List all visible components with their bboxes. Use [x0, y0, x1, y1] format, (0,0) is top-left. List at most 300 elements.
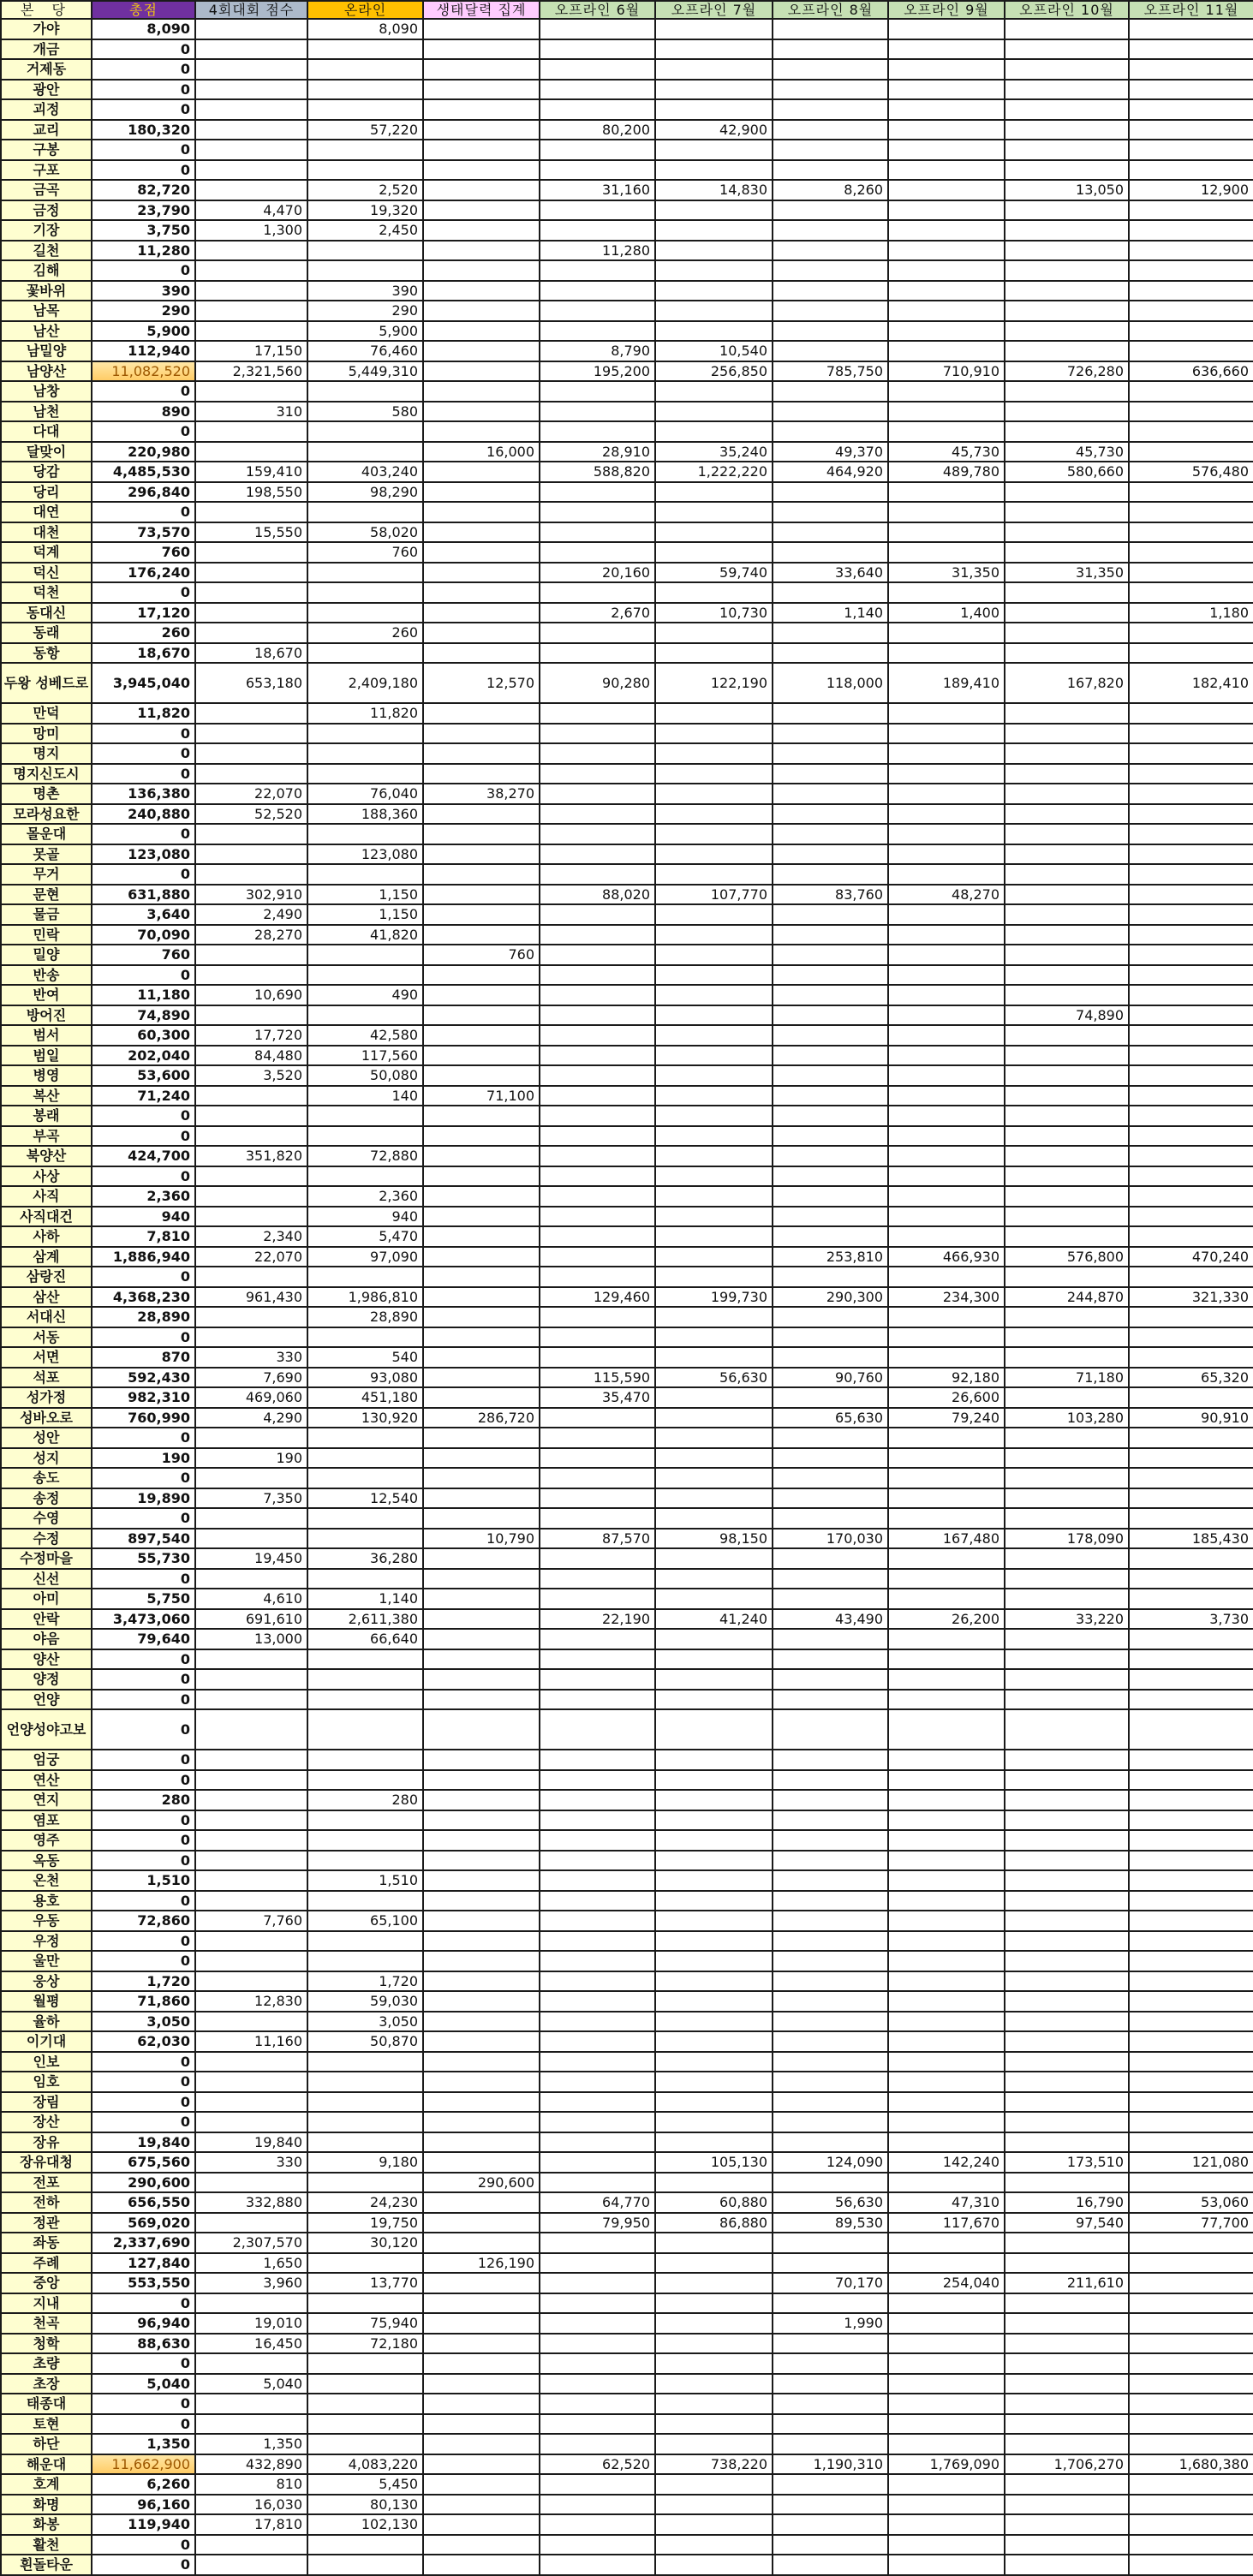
- cell-offline-nov[interactable]: 185,430: [1129, 1529, 1253, 1549]
- cell-total-score[interactable]: 296,840: [92, 482, 195, 503]
- cell-parish-name[interactable]: 삼계: [1, 1247, 92, 1267]
- cell-offline-sep[interactable]: [888, 260, 1005, 281]
- cell-offline-oct[interactable]: [1005, 1025, 1129, 1046]
- cell-offline-sep[interactable]: [888, 1166, 1005, 1187]
- cell-parish-name[interactable]: 장유대청: [1, 2152, 92, 2173]
- cell-offline-sep[interactable]: [888, 2353, 1005, 2374]
- cell-offline-nov[interactable]: [1129, 1126, 1253, 1147]
- cell-total-score[interactable]: 0: [92, 1126, 195, 1147]
- cell-parish-name[interactable]: 방어진: [1, 1005, 92, 1026]
- cell-eco[interactable]: [423, 643, 540, 664]
- cell-online[interactable]: 140: [307, 1086, 423, 1106]
- cell-offline-sep[interactable]: [888, 1951, 1005, 1971]
- cell-eco[interactable]: [423, 2031, 540, 2052]
- cell-online[interactable]: [307, 864, 423, 885]
- cell-offline-sep[interactable]: [888, 1186, 1005, 1207]
- cell-total-score[interactable]: 0: [92, 2052, 195, 2072]
- cell-offline-nov[interactable]: [1129, 764, 1253, 784]
- cell-offline-aug[interactable]: [773, 1106, 888, 1126]
- cell-offline-sep[interactable]: [888, 2253, 1005, 2274]
- cell-online[interactable]: [307, 1931, 423, 1952]
- cell-offline-aug[interactable]: [773, 965, 888, 986]
- cell-offline-jul[interactable]: [655, 925, 773, 945]
- cell-offline-jul[interactable]: [655, 1709, 773, 1750]
- cell-offline-sep[interactable]: [888, 2374, 1005, 2394]
- cell-eco[interactable]: [423, 985, 540, 1005]
- cell-offline-aug[interactable]: [773, 502, 888, 522]
- cell-offline-jun[interactable]: 20,160: [540, 563, 655, 583]
- cell-eco[interactable]: [423, 2293, 540, 2314]
- cell-offline-aug[interactable]: [773, 1770, 888, 1791]
- cell-online[interactable]: 4,083,220: [307, 2454, 423, 2475]
- cell-offline-sep[interactable]: [888, 502, 1005, 522]
- cell-online[interactable]: [307, 2072, 423, 2092]
- cell-offline-oct[interactable]: [1005, 1046, 1129, 1066]
- cell-offline-aug[interactable]: [773, 1327, 888, 1348]
- cell-parish-name[interactable]: 만덕: [1, 703, 92, 724]
- cell-offline-jun[interactable]: 2,670: [540, 603, 655, 623]
- cell-offline-nov[interactable]: 1,680,380: [1129, 2454, 1253, 2475]
- cell-online[interactable]: 5,449,310: [307, 361, 423, 382]
- cell-eco[interactable]: [423, 2535, 540, 2555]
- cell-offline-aug[interactable]: 56,630: [773, 2192, 888, 2213]
- cell-offline-aug[interactable]: [773, 2514, 888, 2535]
- cell-offline-sep[interactable]: [888, 2012, 1005, 2032]
- cell-eco[interactable]: [423, 1709, 540, 1750]
- cell-round4[interactable]: [195, 1005, 307, 1026]
- cell-offline-oct[interactable]: [1005, 402, 1129, 422]
- cell-online[interactable]: [307, 724, 423, 744]
- cell-eco[interactable]: [423, 2334, 540, 2354]
- cell-parish-name[interactable]: 장산: [1, 2112, 92, 2132]
- cell-offline-oct[interactable]: [1005, 965, 1129, 986]
- cell-offline-jul[interactable]: [655, 1589, 773, 1609]
- cell-total-score[interactable]: 3,050: [92, 2012, 195, 2032]
- cell-offline-nov[interactable]: [1129, 2394, 1253, 2414]
- cell-offline-nov[interactable]: [1129, 1488, 1253, 1509]
- cell-round4[interactable]: [195, 381, 307, 402]
- cell-parish-name[interactable]: 복산: [1, 1086, 92, 1106]
- cell-online[interactable]: 451,180: [307, 1387, 423, 1408]
- cell-offline-oct[interactable]: [1005, 1468, 1129, 1488]
- cell-offline-jul[interactable]: [655, 1025, 773, 1046]
- cell-round4[interactable]: 17,720: [195, 1025, 307, 1046]
- cell-offline-jun[interactable]: 588,820: [540, 462, 655, 482]
- cell-total-score[interactable]: 240,880: [92, 804, 195, 825]
- cell-total-score[interactable]: 73,570: [92, 522, 195, 543]
- cell-offline-nov[interactable]: [1129, 1428, 1253, 1448]
- cell-offline-jul[interactable]: 14,830: [655, 180, 773, 200]
- cell-online[interactable]: [307, 965, 423, 986]
- header-offline-jun[interactable]: 오프라인 6월: [540, 1, 655, 19]
- cell-offline-jun[interactable]: [540, 1046, 655, 1066]
- cell-offline-jun[interactable]: [540, 1448, 655, 1469]
- cell-offline-oct[interactable]: [1005, 1709, 1129, 1750]
- cell-offline-nov[interactable]: [1129, 2052, 1253, 2072]
- cell-offline-aug[interactable]: [773, 2394, 888, 2414]
- cell-offline-jun[interactable]: [540, 743, 655, 764]
- cell-offline-aug[interactable]: [773, 1971, 888, 1992]
- cell-offline-oct[interactable]: [1005, 2535, 1129, 2555]
- cell-offline-jul[interactable]: [655, 2514, 773, 2535]
- cell-online[interactable]: 540: [307, 1347, 423, 1368]
- cell-offline-oct[interactable]: [1005, 241, 1129, 261]
- cell-offline-jul[interactable]: [655, 1750, 773, 1770]
- cell-offline-aug[interactable]: [773, 1589, 888, 1609]
- cell-total-score[interactable]: 0: [92, 2112, 195, 2132]
- cell-offline-aug[interactable]: [773, 1669, 888, 1690]
- cell-offline-aug[interactable]: [773, 2253, 888, 2274]
- cell-offline-aug[interactable]: [773, 39, 888, 60]
- cell-offline-sep[interactable]: [888, 2173, 1005, 2193]
- cell-online[interactable]: [307, 160, 423, 181]
- cell-offline-jul[interactable]: [655, 1307, 773, 1327]
- cell-offline-jun[interactable]: [540, 522, 655, 543]
- cell-offline-jul[interactable]: 35,240: [655, 442, 773, 462]
- cell-eco[interactable]: [423, 1166, 540, 1187]
- cell-offline-aug[interactable]: 33,640: [773, 563, 888, 583]
- cell-offline-aug[interactable]: [773, 824, 888, 844]
- cell-offline-oct[interactable]: [1005, 1690, 1129, 1710]
- cell-parish-name[interactable]: 몰운대: [1, 824, 92, 844]
- cell-offline-jul[interactable]: [655, 1548, 773, 1569]
- cell-offline-jul[interactable]: [655, 904, 773, 925]
- cell-offline-nov[interactable]: [1129, 542, 1253, 563]
- cell-offline-jul[interactable]: [655, 1891, 773, 1911]
- cell-total-score[interactable]: 0: [92, 140, 195, 160]
- cell-offline-nov[interactable]: [1129, 2514, 1253, 2535]
- cell-offline-oct[interactable]: [1005, 1267, 1129, 1287]
- cell-eco[interactable]: [423, 563, 540, 583]
- cell-parish-name[interactable]: 임호: [1, 2072, 92, 2092]
- cell-parish-name[interactable]: 양정: [1, 1669, 92, 1690]
- cell-online[interactable]: 1,140: [307, 1589, 423, 1609]
- cell-total-score[interactable]: 19,890: [92, 1488, 195, 1509]
- cell-parish-name[interactable]: 용호: [1, 1891, 92, 1911]
- cell-round4[interactable]: 469,060: [195, 1387, 307, 1408]
- cell-round4[interactable]: [195, 1126, 307, 1147]
- cell-eco[interactable]: [423, 2495, 540, 2515]
- cell-round4[interactable]: [195, 241, 307, 261]
- cell-offline-sep[interactable]: [888, 1770, 1005, 1791]
- cell-offline-jul[interactable]: [655, 1005, 773, 1026]
- cell-total-score[interactable]: 0: [92, 59, 195, 80]
- cell-offline-aug[interactable]: [773, 2052, 888, 2072]
- cell-total-score[interactable]: 79,640: [92, 1629, 195, 1649]
- cell-offline-jun[interactable]: [540, 39, 655, 60]
- cell-parish-name[interactable]: 염포: [1, 1810, 92, 1831]
- header-eco-calendar[interactable]: 생태달력 집계: [423, 1, 540, 19]
- cell-total-score[interactable]: 0: [92, 2072, 195, 2092]
- cell-offline-sep[interactable]: [888, 421, 1005, 442]
- cell-offline-nov[interactable]: [1129, 1770, 1253, 1791]
- cell-offline-jun[interactable]: [540, 2353, 655, 2374]
- cell-offline-sep[interactable]: [888, 1207, 1005, 1227]
- cell-online[interactable]: 76,040: [307, 784, 423, 804]
- cell-online[interactable]: [307, 1569, 423, 1589]
- cell-offline-sep[interactable]: [888, 844, 1005, 865]
- cell-offline-aug[interactable]: [773, 1488, 888, 1509]
- cell-offline-jun[interactable]: [540, 1951, 655, 1971]
- cell-offline-jul[interactable]: 107,770: [655, 885, 773, 905]
- cell-offline-oct[interactable]: [1005, 904, 1129, 925]
- cell-offline-sep[interactable]: [888, 864, 1005, 885]
- cell-online[interactable]: 2,520: [307, 180, 423, 200]
- cell-offline-aug[interactable]: [773, 1347, 888, 1368]
- cell-offline-jun[interactable]: [540, 1468, 655, 1488]
- cell-offline-jun[interactable]: [540, 1488, 655, 1509]
- cell-offline-aug[interactable]: [773, 1428, 888, 1448]
- cell-offline-jul[interactable]: [655, 1046, 773, 1066]
- cell-eco[interactable]: [423, 2394, 540, 2414]
- cell-offline-aug[interactable]: [773, 1911, 888, 1931]
- cell-total-score[interactable]: 760,990: [92, 1408, 195, 1428]
- cell-offline-jul[interactable]: [655, 1508, 773, 1529]
- cell-offline-aug[interactable]: [773, 2031, 888, 2052]
- cell-online[interactable]: 5,470: [307, 1226, 423, 1247]
- cell-online[interactable]: 59,030: [307, 1991, 423, 2012]
- cell-offline-jun[interactable]: [540, 2132, 655, 2153]
- cell-parish-name[interactable]: 사하: [1, 1226, 92, 1247]
- cell-offline-jul[interactable]: [655, 1830, 773, 1851]
- cell-parish-name[interactable]: 주례: [1, 2253, 92, 2274]
- cell-round4[interactable]: 13,000: [195, 1629, 307, 1649]
- cell-offline-sep[interactable]: [888, 99, 1005, 120]
- cell-online[interactable]: 2,611,380: [307, 1609, 423, 1630]
- cell-eco[interactable]: [423, 1991, 540, 2012]
- cell-offline-jul[interactable]: [655, 99, 773, 120]
- cell-offline-sep[interactable]: 47,310: [888, 2192, 1005, 2213]
- cell-total-score[interactable]: 0: [92, 1709, 195, 1750]
- cell-offline-sep[interactable]: [888, 1690, 1005, 1710]
- cell-offline-nov[interactable]: [1129, 1327, 1253, 1348]
- cell-eco[interactable]: 10,790: [423, 1529, 540, 1549]
- cell-offline-nov[interactable]: [1129, 2293, 1253, 2314]
- cell-total-score[interactable]: 760: [92, 945, 195, 965]
- cell-eco[interactable]: [423, 2374, 540, 2394]
- cell-offline-oct[interactable]: 1,706,270: [1005, 2454, 1129, 2475]
- cell-offline-jun[interactable]: 80,200: [540, 120, 655, 140]
- cell-online[interactable]: 24,230: [307, 2192, 423, 2213]
- cell-offline-oct[interactable]: [1005, 643, 1129, 664]
- cell-parish-name[interactable]: 해운대: [1, 2454, 92, 2475]
- cell-offline-oct[interactable]: 45,730: [1005, 442, 1129, 462]
- cell-offline-jul[interactable]: [655, 1669, 773, 1690]
- cell-offline-jul[interactable]: [655, 19, 773, 39]
- cell-offline-oct[interactable]: [1005, 1166, 1129, 1187]
- cell-offline-nov[interactable]: [1129, 2555, 1253, 2575]
- cell-offline-sep[interactable]: [888, 2233, 1005, 2253]
- cell-offline-nov[interactable]: [1129, 1991, 1253, 2012]
- cell-parish-name[interactable]: 엄궁: [1, 1750, 92, 1770]
- cell-parish-name[interactable]: 언양: [1, 1690, 92, 1710]
- cell-total-score[interactable]: 53,600: [92, 1065, 195, 1086]
- cell-offline-sep[interactable]: [888, 1146, 1005, 1166]
- cell-offline-sep[interactable]: [888, 1830, 1005, 1851]
- cell-online[interactable]: [307, 381, 423, 402]
- cell-total-score[interactable]: 11,280: [92, 241, 195, 261]
- header-offline-aug[interactable]: 오프라인 8월: [773, 1, 888, 19]
- cell-total-score[interactable]: 3,945,040: [92, 663, 195, 703]
- cell-parish-name[interactable]: 사상: [1, 1166, 92, 1187]
- cell-total-score[interactable]: 0: [92, 582, 195, 603]
- cell-online[interactable]: 19,320: [307, 200, 423, 221]
- cell-total-score[interactable]: 0: [92, 1428, 195, 1448]
- header-round4-score[interactable]: 4회대회 점수: [195, 1, 307, 19]
- cell-parish-name[interactable]: 화봉: [1, 2514, 92, 2535]
- cell-offline-nov[interactable]: [1129, 482, 1253, 503]
- cell-online[interactable]: 72,880: [307, 1146, 423, 1166]
- cell-parish-name[interactable]: 성바오로: [1, 1408, 92, 1428]
- cell-parish-name[interactable]: 남산: [1, 321, 92, 342]
- cell-total-score[interactable]: 0: [92, 864, 195, 885]
- cell-offline-oct[interactable]: [1005, 1891, 1129, 1911]
- cell-round4[interactable]: 961,430: [195, 1287, 307, 1308]
- cell-offline-jul[interactable]: [655, 1086, 773, 1106]
- cell-offline-aug[interactable]: [773, 1146, 888, 1166]
- cell-total-score[interactable]: 112,940: [92, 341, 195, 361]
- cell-offline-jul[interactable]: [655, 2334, 773, 2354]
- cell-offline-jul[interactable]: [655, 1911, 773, 1931]
- cell-offline-jul[interactable]: 41,240: [655, 1609, 773, 1630]
- cell-offline-sep[interactable]: [888, 1005, 1005, 1026]
- cell-offline-jun[interactable]: [540, 1669, 655, 1690]
- cell-offline-nov[interactable]: [1129, 2414, 1253, 2435]
- cell-offline-oct[interactable]: [1005, 1870, 1129, 1891]
- cell-offline-aug[interactable]: [773, 140, 888, 160]
- cell-eco[interactable]: [423, 582, 540, 603]
- cell-eco[interactable]: [423, 1146, 540, 1166]
- cell-total-score[interactable]: 96,160: [92, 2495, 195, 2515]
- cell-offline-sep[interactable]: 1,769,090: [888, 2454, 1005, 2475]
- cell-total-score[interactable]: 123,080: [92, 844, 195, 865]
- cell-total-score[interactable]: 28,890: [92, 1307, 195, 1327]
- cell-offline-nov[interactable]: [1129, 2233, 1253, 2253]
- cell-online[interactable]: 93,080: [307, 1368, 423, 1388]
- cell-offline-jul[interactable]: [655, 200, 773, 221]
- cell-offline-sep[interactable]: [888, 784, 1005, 804]
- cell-round4[interactable]: 16,030: [195, 2495, 307, 2515]
- cell-parish-name[interactable]: 꽃바위: [1, 281, 92, 301]
- cell-offline-jul[interactable]: [655, 764, 773, 784]
- cell-offline-aug[interactable]: [773, 260, 888, 281]
- cell-offline-sep[interactable]: [888, 522, 1005, 543]
- cell-offline-jun[interactable]: [540, 623, 655, 643]
- cell-total-score[interactable]: 760: [92, 542, 195, 563]
- cell-total-score[interactable]: 0: [92, 1569, 195, 1589]
- cell-offline-sep[interactable]: [888, 945, 1005, 965]
- cell-offline-jul[interactable]: [655, 160, 773, 181]
- cell-offline-sep[interactable]: 26,200: [888, 1609, 1005, 1630]
- cell-parish-name[interactable]: 중앙: [1, 2273, 92, 2293]
- cell-total-score[interactable]: 390: [92, 281, 195, 301]
- cell-parish-name[interactable]: 달맞이: [1, 442, 92, 462]
- cell-offline-nov[interactable]: [1129, 724, 1253, 744]
- cell-offline-jul[interactable]: [655, 2112, 773, 2132]
- cell-offline-aug[interactable]: 124,090: [773, 2152, 888, 2173]
- cell-offline-aug[interactable]: 253,810: [773, 1247, 888, 1267]
- cell-round4[interactable]: [195, 1669, 307, 1690]
- cell-offline-nov[interactable]: [1129, 1267, 1253, 1287]
- cell-eco[interactable]: [423, 180, 540, 200]
- cell-offline-aug[interactable]: [773, 99, 888, 120]
- cell-eco[interactable]: [423, 59, 540, 80]
- cell-online[interactable]: 580: [307, 402, 423, 422]
- header-offline-nov[interactable]: 오프라인 11월: [1129, 1, 1253, 19]
- cell-parish-name[interactable]: 명촌: [1, 784, 92, 804]
- cell-offline-jun[interactable]: [540, 724, 655, 744]
- cell-round4[interactable]: [195, 1870, 307, 1891]
- cell-offline-sep[interactable]: [888, 1931, 1005, 1952]
- cell-round4[interactable]: 432,890: [195, 2454, 307, 2475]
- cell-offline-sep[interactable]: [888, 1629, 1005, 1649]
- cell-offline-nov[interactable]: [1129, 1830, 1253, 1851]
- cell-round4[interactable]: [195, 1508, 307, 1529]
- cell-offline-nov[interactable]: [1129, 1669, 1253, 1690]
- cell-offline-nov[interactable]: 121,080: [1129, 2152, 1253, 2173]
- cell-online[interactable]: [307, 1508, 423, 1529]
- cell-total-score[interactable]: 0: [92, 2092, 195, 2113]
- cell-offline-oct[interactable]: [1005, 1146, 1129, 1166]
- cell-offline-sep[interactable]: 142,240: [888, 2152, 1005, 2173]
- cell-offline-oct[interactable]: [1005, 220, 1129, 241]
- cell-offline-oct[interactable]: [1005, 1086, 1129, 1106]
- cell-offline-aug[interactable]: [773, 1569, 888, 1589]
- cell-offline-oct[interactable]: 726,280: [1005, 361, 1129, 382]
- cell-eco[interactable]: [423, 743, 540, 764]
- cell-offline-oct[interactable]: [1005, 120, 1129, 140]
- cell-offline-jun[interactable]: [540, 864, 655, 885]
- cell-parish-name[interactable]: 태종대: [1, 2394, 92, 2414]
- cell-offline-jun[interactable]: [540, 764, 655, 784]
- cell-total-score[interactable]: 0: [92, 965, 195, 986]
- cell-parish-name[interactable]: 연산: [1, 1770, 92, 1791]
- cell-offline-nov[interactable]: [1129, 260, 1253, 281]
- cell-total-score[interactable]: 0: [92, 260, 195, 281]
- cell-offline-nov[interactable]: [1129, 341, 1253, 361]
- cell-offline-aug[interactable]: [773, 1830, 888, 1851]
- cell-round4[interactable]: [195, 563, 307, 583]
- cell-offline-jun[interactable]: [540, 2012, 655, 2032]
- cell-offline-aug[interactable]: [773, 2374, 888, 2394]
- cell-eco[interactable]: [423, 1931, 540, 1952]
- cell-offline-sep[interactable]: [888, 965, 1005, 986]
- cell-round4[interactable]: [195, 1830, 307, 1851]
- cell-offline-sep[interactable]: 1,400: [888, 603, 1005, 623]
- cell-parish-name[interactable]: 동대신: [1, 603, 92, 623]
- cell-offline-nov[interactable]: [1129, 1810, 1253, 1831]
- cell-total-score[interactable]: 0: [92, 2555, 195, 2575]
- cell-offline-sep[interactable]: [888, 1488, 1005, 1509]
- cell-offline-aug[interactable]: [773, 1086, 888, 1106]
- cell-parish-name[interactable]: 하단: [1, 2434, 92, 2454]
- cell-offline-sep[interactable]: [888, 2555, 1005, 2575]
- cell-offline-oct[interactable]: [1005, 603, 1129, 623]
- cell-offline-jul[interactable]: [655, 1448, 773, 1469]
- cell-parish-name[interactable]: 동항: [1, 643, 92, 664]
- cell-offline-nov[interactable]: [1129, 2031, 1253, 2052]
- cell-offline-jun[interactable]: [540, 1790, 655, 1810]
- cell-parish-name[interactable]: 지내: [1, 2293, 92, 2314]
- cell-offline-sep[interactable]: [888, 381, 1005, 402]
- cell-parish-name[interactable]: 월평: [1, 1991, 92, 2012]
- cell-offline-jun[interactable]: [540, 703, 655, 724]
- cell-parish-name[interactable]: 서면: [1, 1347, 92, 1368]
- cell-offline-jun[interactable]: [540, 2474, 655, 2495]
- cell-offline-nov[interactable]: [1129, 844, 1253, 865]
- cell-offline-nov[interactable]: [1129, 2474, 1253, 2495]
- cell-offline-oct[interactable]: [1005, 1126, 1129, 1147]
